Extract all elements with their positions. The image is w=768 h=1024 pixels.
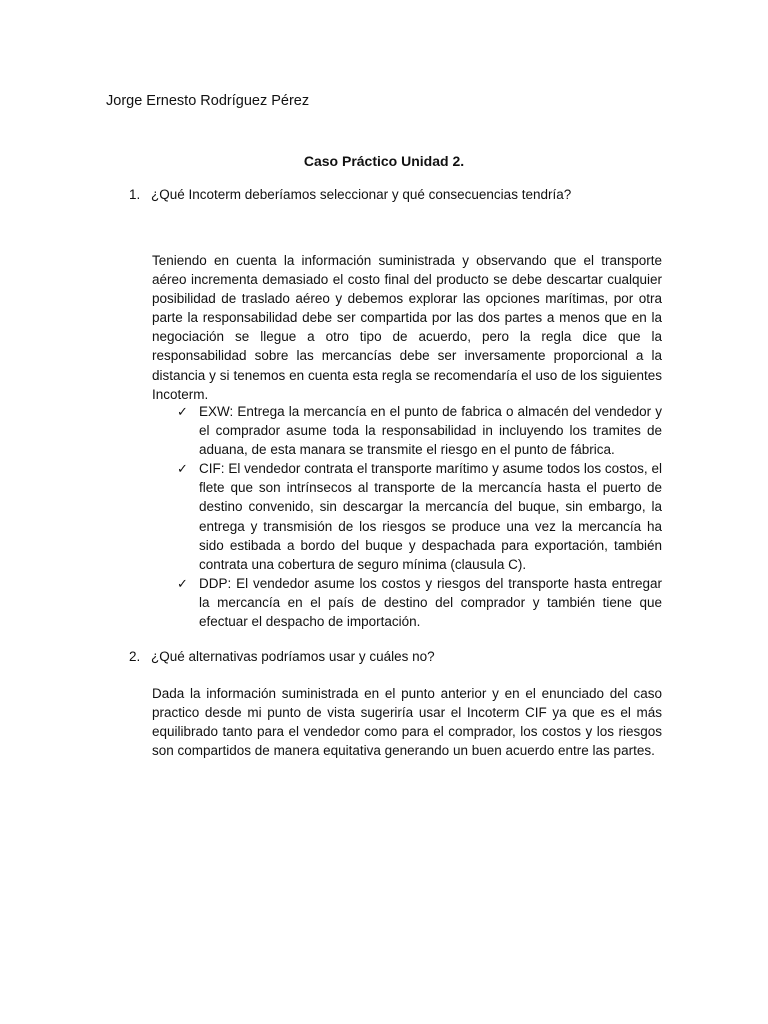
checkmark-icon: ✓ [177, 404, 188, 419]
question-1 [129, 185, 669, 204]
incoterm-bullet-list [176, 402, 662, 631]
question-2 [129, 647, 669, 666]
answer-2-paragraph: Dada la información suministrada en el punto anterior y en el enunciado del caso practico desde mi punto de vista sugeriría usar el Incoterm CIF ya que es el más equilibrado tanto para el vendedor como para el comprador, los costos y los riesgos son compartidos de manera equitativa generando un buen acuerdo entre las partes. [152, 686, 662, 759]
question-2-number: 2. [129, 649, 141, 664]
author-name: Jorge Ernesto Rodríguez Pérez [106, 93, 310, 109]
document-title: Caso Práctico Unidad 2. [303, 153, 465, 169]
bullet-text-cif: CIF: El vendedor contrata el transporte marítimo y asume todos los costos, el flete que son intrínsecos al transporte de la mercancía hasta el puerto de destino convenido, sin descargar la mercancía del buque, sin embargo, la entrega y transmisión de los riesgos se produce una vez la mercancía ha sido estibada a bordo del buque y despachada para exportación, también contrata una cobertura de seguro mínima (clausula C). [199, 461, 662, 572]
question-1-number: 1. [129, 187, 141, 202]
bullet-item-cif [176, 459, 662, 574]
bullet-text-exw: EXW: Entrega la mercancía en el punto de fabrica o almacén del vendedor y el comprador asume toda la responsabilidad in incluyendo los tramites de aduana, de esta manara se transmite el riesgo en el punto de fábrica. [199, 404, 662, 458]
checkmark-icon: ✓ [177, 461, 188, 477]
question-1-text: ¿Qué Incoterm deberíamos seleccionar y qué consecuencias tendría? [151, 187, 572, 202]
bullet-item-exw [176, 402, 662, 459]
bullet-text-ddp: DDP: El vendedor asume los costos y riesgos del transporte hasta entregar la mercancía en el país de destino del comprador y también tiene que efectuar el despacho de importación. [199, 575, 662, 630]
bullet-item-ddp [176, 574, 662, 631]
answer-1-paragraph: Teniendo en cuenta la información suministrada y observando que el transporte aéreo incrementa demasiado el costo final del producto se debe descartar cualquier posibilidad de traslado aéreo y debemos explorar las opciones marítimas, por otra parte la responsabilidad debe ser compartida por las dos partes a menos que en la negociación se llegue a otro tipo de acuerdo, pero la regla dice que la responsabilidad sobre las mercancías debe ser inversamente proporcional a la distancia y si tenemos en cuenta esta regla se recomendaría el uso de los siguientes Incoterm. [152, 253, 662, 402]
question-2-text: ¿Qué alternativas podríamos usar y cuáles no? [151, 649, 435, 664]
checkmark-icon: ✓ [177, 575, 188, 591]
